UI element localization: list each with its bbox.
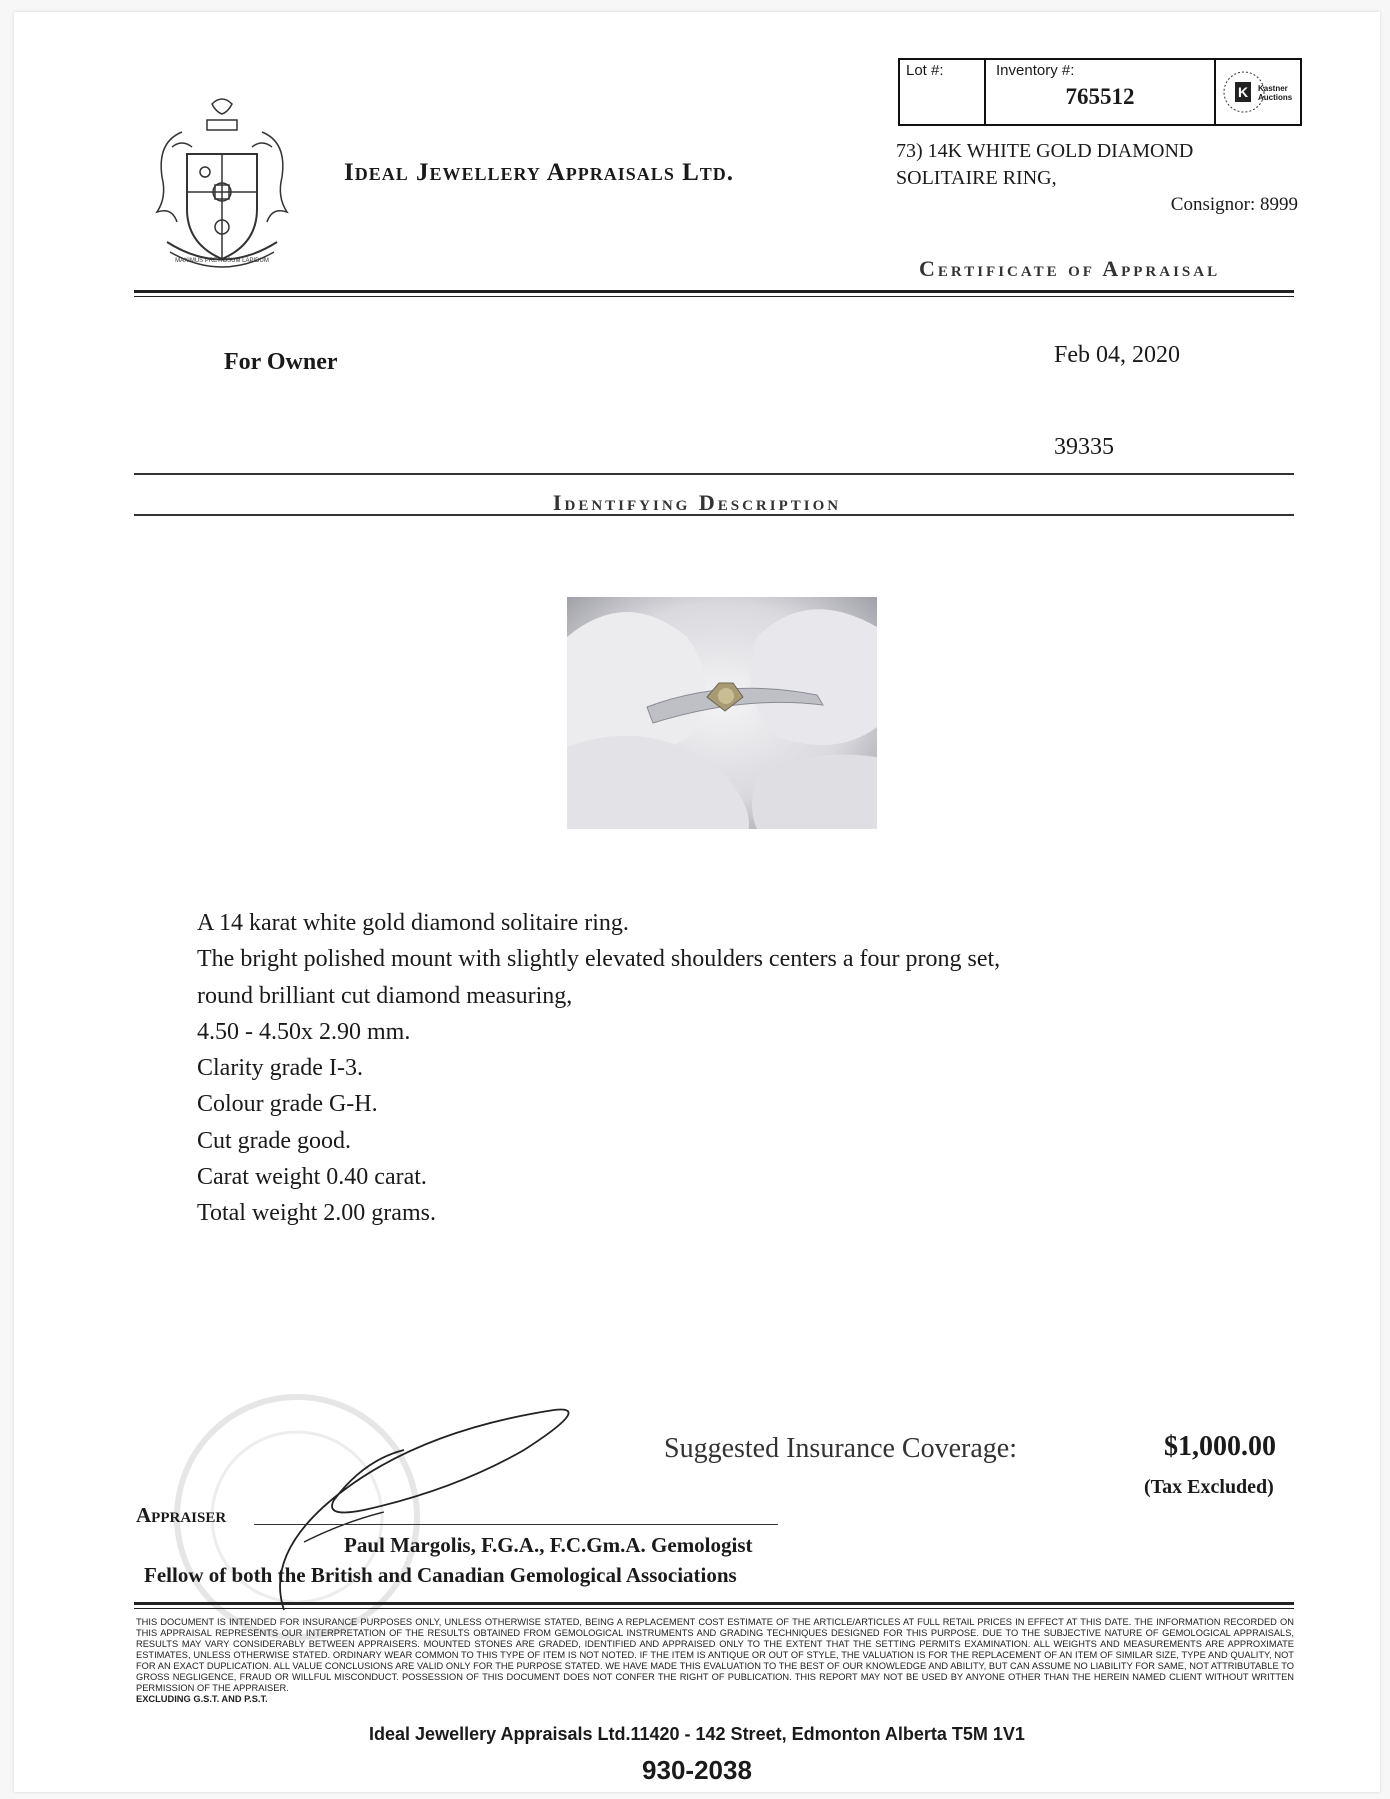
appraiser-name: Paul Margolis, F.G.A., F.C.Gm.A. Gemologist (344, 1533, 753, 1557)
inventory-number: 765512 (1065, 84, 1135, 109)
auction-logo (1216, 60, 1300, 124)
coverage-value: $1,000.00 (1164, 1431, 1276, 1462)
auction-logo-text: Kastner Auctions (1258, 84, 1293, 102)
description-line: Colour grade G-H. (197, 1091, 378, 1118)
lot-item-line-2: SOLITAIRE RING, (896, 167, 1057, 189)
ring-photo (567, 597, 877, 829)
owner: For Owner (224, 349, 338, 375)
crest-logo (152, 92, 292, 282)
appraisal-date: Feb 04, 2020 (1054, 342, 1180, 368)
lot-item-line-1: 73) 14K WHITE GOLD DIAMOND (896, 140, 1194, 162)
company-name: Ideal Jewellery Appraisals Ltd. (344, 159, 735, 186)
signature-line (254, 1524, 778, 1525)
consignor: Consignor: 8999 (1170, 194, 1298, 215)
appraisal-certificate (14, 12, 1380, 1792)
certificate-title: Certificate of Appraisal (919, 256, 1221, 281)
description-line: Cut grade good. (197, 1127, 351, 1154)
description-line: A 14 karat white gold diamond solitaire ring. (197, 910, 629, 936)
section-divider-bottom (134, 514, 1294, 516)
lot-item-description (896, 138, 1193, 192)
footer-divider (134, 1602, 1294, 1609)
footer-phone: 930-2038 (642, 1755, 752, 1785)
coverage-label: Suggested Insurance Coverage: (664, 1433, 1017, 1464)
description-line: Total weight 2.00 grams. (197, 1200, 436, 1227)
description-line: Clarity grade I-3. (197, 1055, 363, 1082)
reference-number: 39335 (1054, 434, 1114, 460)
tax-note: (Tax Excluded) (1144, 1476, 1274, 1498)
description-line: 4.50 - 4.50x 2.90 mm. (197, 1018, 411, 1045)
description-line: round brilliant cut diamond measuring, (197, 982, 573, 1009)
disclaimer (136, 1617, 1294, 1705)
lot-label (884, 58, 1304, 223)
svg-text:K: K (1237, 84, 1249, 100)
tax-exclusion: EXCLUDING G.S.T. AND P.S.T. (136, 1694, 268, 1704)
section-divider-top (134, 473, 1294, 475)
appraiser-affiliation: Fellow of both the British and Canadian Gemological Associations (144, 1563, 737, 1587)
crest-motto: MAXIMUS PRETIOSUM LAPIDUM (175, 258, 269, 264)
header-divider (134, 290, 1294, 297)
disclaimer-text: THIS DOCUMENT IS INTENDED FOR INSURANCE PURPOSES ONLY, UNLESS OTHERWISE STATED, BEING A REPLACEMENT COST ESTIMATE OF THE ARTICLE/ARTICLES AT FULL RETAIL PRICES IN EFFECT AT THIS DATE. THE INFORMATION RECORDED ON THIS APPRAISAL REPRESENTS OUR INTERPRETATION OF THE RESULTS OBTAINED FROM GEMOLOGICAL INSTRUMENTS AND GRADING TECHNIQUES DESIGNED FOR THIS PURPOSE. DUE TO THE SUBJECTIVE NATURE OF GEMOLOGICAL APPRAISALS, RESULTS MAY VARY CONSIDERABLY BETWEEN APPRAISERS. MOUNTED STONES ARE GRADED, IDENTIFIED AND APPRAISED ONLY TO THE EXTENT THAT THE SETTING PERMITS EXAMINATION. ALL WEIGHTS AND MEASUREMENTS ARE APPROXIMATE ESTIMATES, UNLESS OTHERWISE STATED. ORDINARY WEAR COMMON TO THIS TYPE OF ITEM IS NOT NOTED. IF THE ITEM IS ANTIQUE OR OUT OF STYLE, THE VALUATION IS FOR THE REPLACEMENT OF AN ITEM OF SIMILAR SIZE, TYPE AND QUALITY, NOT FOR AN EXACT DUPLICATION. ALL VALUE CONCLUSIONS ARE VALID ONLY FOR THE PURPOSE STATED. WE HAVE MADE THIS EVALUATION TO THE BEST OF OUR KNOWLEDGE AND ABILITY, BUT CAN ASSUME NO LIABILITY FOR SAME, NOT ATTRIBUTABLE TO GROSS NEGLIGENCE, FRAUD OR WILLFUL MISCONDUCT. POSSESSION OF THIS DOCUMENT DOES NOT CONFER THE RIGHT OF PUBLICATION. THIS REPORT MAY NOT BE USED BY ANYONE OTHER THAN THE HEREIN NAMED CLIENT WITHOUT WRITTEN PERMISSION OF THE APPRAISER. (136, 1617, 1294, 1693)
lot-number-label: Lot #: (906, 62, 944, 79)
section-title: Identifying Description (552, 490, 842, 515)
description-line: The bright polished mount with slightly elevated shoulders centers a four prong set, (197, 946, 1001, 973)
appraiser-label: Appraiser (136, 1503, 227, 1527)
lot-label-box (898, 58, 1302, 126)
item-description (197, 905, 1000, 1232)
lot-cell (900, 60, 986, 124)
inventory-label: Inventory #: (996, 62, 1075, 79)
footer-address: Ideal Jewellery Appraisals Ltd.11420 - 142 Street, Edmonton Alberta T5M 1V1 (369, 1724, 1025, 1744)
description-line: Carat weight 0.40 carat. (197, 1164, 427, 1191)
inventory-cell (986, 60, 1216, 124)
